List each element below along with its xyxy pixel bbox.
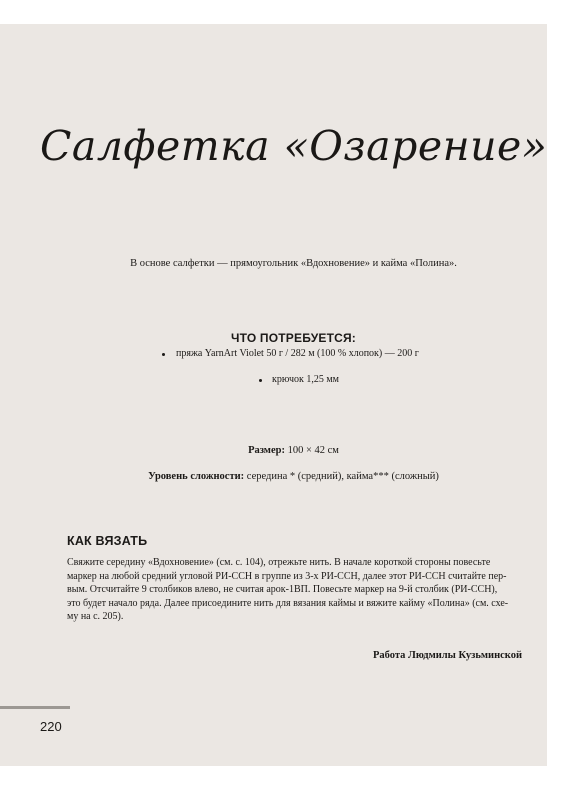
page-title: Салфетка «Озарение» <box>40 122 548 170</box>
difficulty-line <box>40 471 547 482</box>
materials-heading: ЧТО ПОТРЕБУЕТСЯ: <box>230 331 357 345</box>
instructions-line: это будет начало ряда. Далее присоедините нить для вязания каймы и вяжите кайму «Полина» (см. схе- <box>67 597 509 609</box>
size-label: Размер: <box>248 445 285 456</box>
bullet-icon <box>259 379 262 382</box>
page-number: 220 <box>40 719 62 734</box>
materials-item-hook: крючок 1,25 мм <box>272 374 339 385</box>
instructions-line: маркер на любой средний угловой РИ-ССН в группе из 3-х РИ-ССН, далее этот РИ-ССН считайте пер- <box>67 570 507 582</box>
instructions-line: вым. Отсчитайте 9 столбиков влево, не считая арок-1ВП. Повесьте маркер на 9-й столбик (РИ-ССН), <box>67 584 498 595</box>
instructions-line: Свяжите середину «Вдохновение» (см. с. 104), отрежьте нить. В начале короткой стороны повесьте <box>67 557 491 568</box>
difficulty-label: Уровень сложности: <box>148 471 245 482</box>
size-line <box>40 445 547 456</box>
author-credit: Работа Людмилы Кузьминской <box>372 650 522 661</box>
instructions-heading: КАК ВЯЗАТЬ <box>67 534 148 548</box>
instructions-line: му на с. 205). <box>67 611 124 622</box>
footer-divider <box>0 706 70 709</box>
difficulty-value: середина * (средний), кайма*** (сложный) <box>246 471 439 482</box>
subtitle: В основе салфетки — прямоугольник «Вдохновение» и кайма «Полина». <box>130 258 457 269</box>
instructions-text <box>67 556 529 624</box>
size-value: 100 × 42 см <box>287 445 339 456</box>
materials-item-yarn: пряжа YarnArt Violet 50 г / 282 м (100 % хлопок) — 200 г <box>176 348 419 359</box>
book-page <box>0 24 547 766</box>
bullet-icon <box>162 353 165 356</box>
